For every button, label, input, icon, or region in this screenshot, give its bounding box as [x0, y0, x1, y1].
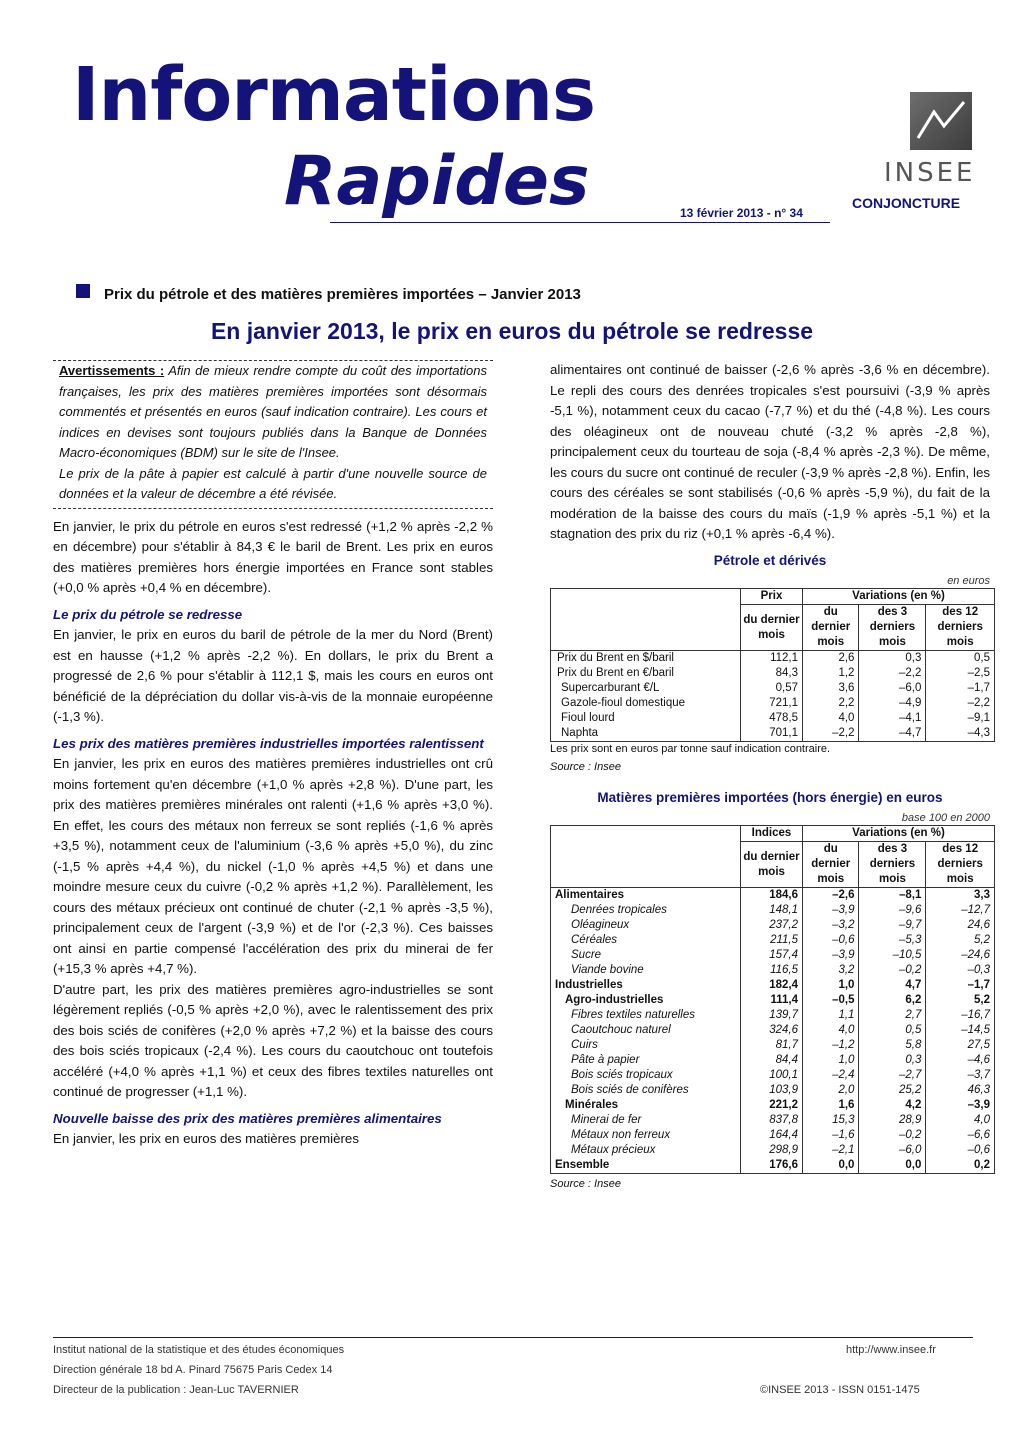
insee-logo-icon: [910, 92, 972, 150]
row-value-2: –2,1: [803, 1143, 859, 1158]
row-value-2: 3,6: [803, 681, 859, 696]
table2-header-c3: des 3 derniers mois: [859, 842, 926, 888]
row-value-3: –2,7: [859, 1068, 926, 1083]
table-row: [551, 1053, 995, 1068]
table-row: [551, 918, 995, 933]
row-value-2: 1,2: [803, 666, 859, 681]
row-value-4: –4,3: [926, 726, 995, 742]
logo-text: INSEE: [884, 158, 976, 188]
row-value-1: 157,4: [741, 948, 803, 963]
table1-header-prix: Prix: [741, 589, 803, 605]
row-label: Alimentaires: [551, 888, 741, 904]
table-row: [551, 711, 995, 726]
table2-header-indices: Indices: [741, 826, 803, 842]
row-value-2: –1,6: [803, 1128, 859, 1143]
table1-title: Pétrole et dérivés: [713, 552, 827, 568]
row-value-2: –1,2: [803, 1038, 859, 1053]
row-value-2: 2,2: [803, 696, 859, 711]
row-value-1: 116,5: [741, 963, 803, 978]
row-value-3: –4,9: [859, 696, 926, 711]
row-label: Fibres textiles naturelles: [551, 1008, 741, 1023]
row-label: Fioul lourd: [551, 711, 741, 726]
row-value-3: 4,2: [859, 1098, 926, 1113]
table2-header-c1: du dernier mois: [741, 842, 803, 888]
table-row: [551, 948, 995, 963]
warning-text-2: Le prix de la pâte à papier est calculé à partir d'une nouvelle source de données et la valeur de décembre a été révisée.: [59, 465, 487, 501]
intro-paragraph: En janvier, le prix du pétrole en euros s'est redressé (+1,2 % après -2,2 % en décembre) pour s'établir à 84,3 € le baril de Brent. Les prix en euros des matières premières hors énergie importées en France sont stables (+0,0 % après +0,4 % en décembre).: [53, 518, 493, 595]
row-value-4: –16,7: [926, 1008, 995, 1023]
row-value-2: 1,0: [803, 1053, 859, 1068]
row-label: Métaux précieux: [551, 1143, 741, 1158]
section-heading-industrielles: Les prix des matières premières industrielles importées ralentissent: [53, 735, 484, 751]
row-value-4: –0,3: [926, 963, 995, 978]
row-value-1: 164,4: [741, 1128, 803, 1143]
row-value-3: –2,2: [859, 666, 926, 681]
footer-institute: Institut national de la statistique et des études économiques: [53, 1344, 345, 1356]
row-value-2: –0,6: [803, 933, 859, 948]
row-value-1: 324,6: [741, 1023, 803, 1038]
row-label: Caoutchouc naturel: [551, 1023, 741, 1038]
row-value-2: –3,9: [803, 903, 859, 918]
row-value-2: 0,0: [803, 1158, 859, 1174]
table1-note: Les prix sont en euros par tonne sauf indication contraire.: [550, 743, 831, 755]
table-row: [551, 1143, 995, 1158]
row-value-1: 221,2: [741, 1098, 803, 1113]
row-value-3: 4,7: [859, 978, 926, 993]
row-value-3: –0,2: [859, 963, 926, 978]
table1-header-c3: des 3 derniers mois: [859, 605, 926, 651]
table-row: [551, 1098, 995, 1113]
row-value-3: –10,5: [859, 948, 926, 963]
table1-header-c1: du dernier mois: [741, 605, 803, 651]
row-label: Métaux non ferreux: [551, 1128, 741, 1143]
row-label: Bois sciés tropicaux: [551, 1068, 741, 1083]
row-value-3: –9,7: [859, 918, 926, 933]
row-value-4: 3,3: [926, 888, 995, 904]
row-value-1: 100,1: [741, 1068, 803, 1083]
row-value-3: 0,5: [859, 1023, 926, 1038]
row-value-3: 28,9: [859, 1113, 926, 1128]
row-value-3: 0,3: [859, 651, 926, 667]
row-value-4: –3,9: [926, 1098, 995, 1113]
row-value-4: –24,6: [926, 948, 995, 963]
row-label: Cuirs: [551, 1038, 741, 1053]
row-label: Oléagineux: [551, 918, 741, 933]
row-value-2: –3,2: [803, 918, 859, 933]
row-value-4: 0,2: [926, 1158, 995, 1174]
header-rule: [330, 222, 830, 223]
row-value-1: 298,9: [741, 1143, 803, 1158]
row-value-4: 0,5: [926, 651, 995, 667]
row-value-2: –3,9: [803, 948, 859, 963]
table2-header-c4: des 12 derniers mois: [926, 842, 995, 888]
row-value-1: 478,5: [741, 711, 803, 726]
table1-header-variations: Variations (en %): [803, 589, 995, 605]
warning-box: [53, 360, 493, 509]
left-column: [53, 360, 493, 1156]
table-row: [551, 933, 995, 948]
row-value-4: –4,6: [926, 1053, 995, 1068]
row-value-1: 81,7: [741, 1038, 803, 1053]
petrole-paragraph: En janvier, le prix en euros du baril de pétrole de la mer du Nord (Brent) est en hausse (+1,2 % après -2,2 %). En dollars, le prix du Brent a progressé de 2,6 % pour s'établir à 112,1 $, mais les cours en euros ont bénéficié de la dépréciation du dollar vis-à-vis de la monnaie européenne (-1,3 %).: [53, 627, 493, 724]
row-value-2: 1,0: [803, 978, 859, 993]
row-value-1: 176,6: [741, 1158, 803, 1174]
row-value-2: 2,0: [803, 1083, 859, 1098]
table-row: [551, 993, 995, 1008]
table-matieres-premieres: [550, 825, 995, 1174]
row-value-2: 4,0: [803, 1023, 859, 1038]
table1-header-c4: des 12 derniers mois: [926, 605, 995, 651]
masthead-subtitle: Rapides: [284, 142, 590, 221]
row-label: Prix du Brent en $/baril: [551, 651, 741, 667]
row-value-2: 15,3: [803, 1113, 859, 1128]
table1-source: Source : Insee: [550, 761, 621, 773]
table-row: [551, 963, 995, 978]
row-value-3: 0,3: [859, 1053, 926, 1068]
logo-subtext: CONJONCTURE: [852, 195, 961, 211]
table-row: [551, 1158, 995, 1174]
row-value-4: –1,7: [926, 978, 995, 993]
table1-unit: en euros: [947, 575, 990, 587]
row-label: Supercarburant €/L: [551, 681, 741, 696]
right-column: [550, 360, 990, 1195]
row-value-3: 0,0: [859, 1158, 926, 1174]
row-value-3: –9,6: [859, 903, 926, 918]
row-value-4: –12,7: [926, 903, 995, 918]
row-value-3: –5,3: [859, 933, 926, 948]
table-row: [551, 1068, 995, 1083]
alimentaires-paragraph-end: alimentaires ont continué de baisser (-2,6 % après -3,6 % en décembre). Le repli des cours des denrées tropicales s'est poursuivi (-3,9 % après -5,1 %), notamment ceux du cacao (-7,7 %) et du thé (-4,8 %). Les cours des oléagineux ont de nouveau chuté (-3,2 % après -2,8 %), principalement ceux du tourteau de soja (-8,4 % après -2,3 %). De même, les cours du sucre ont continué de reculer (-3,9 % après -2,8 %). Enfin, les cours des céréales se sont stabilisés (-0,6 % après -5,9 %), du fait de la modération de la baisse des cours du maïs (-1,9 % après -5,1 %) et la stagnation des prix du riz (+0,1 % après -6,4 %).: [550, 362, 990, 541]
table2-source: Source : Insee: [550, 1178, 621, 1190]
table2-unit: base 100 en 2000: [901, 812, 990, 824]
footer-address: Direction générale 18 bd A. Pinard 75675 Paris Cedex 14: [53, 1364, 333, 1376]
warning-text-1: Afin de mieux rendre compte du coût des importations françaises, les prix des matières premières importées sont désormais commentés et présentés en euros (sauf indication contraire). Les cours et indices en devises sont toujours publiés dans la Banque de Données Macro-économiques (BDM) sur le site de l'Insee.: [59, 363, 487, 460]
row-label: Ensemble: [551, 1158, 741, 1174]
footer-rule: [53, 1337, 973, 1338]
row-value-1: 111,4: [741, 993, 803, 1008]
row-value-1: 837,8: [741, 1113, 803, 1128]
row-label: Sucre: [551, 948, 741, 963]
row-value-1: 103,9: [741, 1083, 803, 1098]
topic-line: Prix du pétrole et des matières premières importées – Janvier 2013: [104, 286, 581, 303]
section-heading-alimentaires: Nouvelle baisse des prix des matières premières alimentaires: [53, 1110, 442, 1126]
row-value-2: –0,5: [803, 993, 859, 1008]
row-value-1: 148,1: [741, 903, 803, 918]
row-value-1: 112,1: [741, 651, 803, 667]
table-row: [551, 1083, 995, 1098]
row-label: Viande bovine: [551, 963, 741, 978]
row-value-2: –2,6: [803, 888, 859, 904]
row-label: Pâte à papier: [551, 1053, 741, 1068]
footer-director: Directeur de la publication : Jean-Luc TAVERNIER: [53, 1384, 299, 1396]
row-label: Naphta: [551, 726, 741, 742]
table2-title: Matières premières importées (hors énergie) en euros: [597, 789, 943, 805]
table1-body: [551, 651, 995, 742]
row-value-1: 0,57: [741, 681, 803, 696]
row-label: Gazole-fioul domestique: [551, 696, 741, 711]
footer-url-link[interactable]: http://www.insee.fr: [846, 1344, 936, 1356]
table-petrole: [550, 588, 995, 742]
table-row: [551, 666, 995, 681]
table-row: [551, 696, 995, 711]
row-value-2: 2,6: [803, 651, 859, 667]
alimentaires-paragraph-start: En janvier, les prix en euros des matières premières: [53, 1131, 359, 1146]
row-value-2: 3,2: [803, 963, 859, 978]
row-value-4: –14,5: [926, 1023, 995, 1038]
row-value-1: 184,6: [741, 888, 803, 904]
row-value-1: 701,1: [741, 726, 803, 742]
row-value-2: –2,4: [803, 1068, 859, 1083]
table-row: [551, 1113, 995, 1128]
table-row: [551, 1008, 995, 1023]
row-value-2: 1,1: [803, 1008, 859, 1023]
table-row: [551, 1023, 995, 1038]
publication-date: 13 février 2013 - n° 34: [680, 206, 803, 220]
row-value-1: 84,4: [741, 1053, 803, 1068]
headline: En janvier 2013, le prix en euros du pétrole se redresse: [210, 318, 814, 344]
table2-header-c2: du dernier mois: [803, 842, 859, 888]
row-label: Bois sciés de conifères: [551, 1083, 741, 1098]
row-value-3: 25,2: [859, 1083, 926, 1098]
row-value-4: 4,0: [926, 1113, 995, 1128]
table-row: [551, 888, 995, 904]
row-value-3: 6,2: [859, 993, 926, 1008]
row-value-4: –9,1: [926, 711, 995, 726]
row-label: Minerai de fer: [551, 1113, 741, 1128]
industrielles-paragraph: En janvier, les prix en euros des matières premières industrielles ont crû moins fortement qu'en décembre (+1,0 % après +2,8 %). D'une part, les prix des matières premières minérales ont ralenti (+1,6 % après +3,0 %). En effet, les cours des métaux non ferreux se sont repliés (-1,6 % après +3,5 %), notamment ceux de l'aluminium (-3,6 % après +5,0 %), du zinc (-1,5 % après +4,4 %), du nickel (-1,0 % après +4,5 %) et dans une moindre mesure ceux du cuivre (-0,2 % après +1,2 %). Parallèlement, les cours des métaux précieux ont continué de chuter (-2,1 % après -3,5 %), principalement ceux de l'argent (-3,9 %) et de l'or (-2,3 %). Ces baisses ont ainsi en partie compensé l'accélération des prix du minerai de fer (+15,3 % après +4,7 %).: [53, 756, 493, 976]
row-value-3: –6,0: [859, 1143, 926, 1158]
row-value-4: –6,6: [926, 1128, 995, 1143]
section-heading-petrole: Le prix du pétrole se redresse: [53, 606, 243, 622]
table-row: [551, 1038, 995, 1053]
row-value-3: 5,8: [859, 1038, 926, 1053]
row-value-1: 211,5: [741, 933, 803, 948]
row-value-4: 5,2: [926, 993, 995, 1008]
row-value-3: –4,1: [859, 711, 926, 726]
row-value-3: –0,2: [859, 1128, 926, 1143]
footer-copyright: ©INSEE 2013 - ISSN 0151-1475: [760, 1384, 920, 1396]
row-value-3: 2,7: [859, 1008, 926, 1023]
row-value-4: 46,3: [926, 1083, 995, 1098]
row-value-2: 4,0: [803, 711, 859, 726]
row-value-3: –6,0: [859, 681, 926, 696]
row-value-4: 5,2: [926, 933, 995, 948]
row-value-2: 1,6: [803, 1098, 859, 1113]
row-value-4: –2,2: [926, 696, 995, 711]
table1-header-c2: du dernier mois: [803, 605, 859, 651]
row-label: Agro-industrielles: [551, 993, 741, 1008]
table-row: [551, 681, 995, 696]
table2-body: [551, 888, 995, 1174]
logo-graph-icon: [910, 92, 972, 150]
row-value-3: –8,1: [859, 888, 926, 904]
row-value-1: 139,7: [741, 1008, 803, 1023]
table-row: [551, 1128, 995, 1143]
row-label: Céréales: [551, 933, 741, 948]
row-value-4: 27,5: [926, 1038, 995, 1053]
row-value-1: 237,2: [741, 918, 803, 933]
row-value-2: –2,2: [803, 726, 859, 742]
row-value-1: 721,1: [741, 696, 803, 711]
masthead-title: Informations: [72, 52, 596, 138]
row-value-1: 84,3: [741, 666, 803, 681]
agro-paragraph: D'autre part, les prix des matières premières agro-industrielles se sont légèrement repliés (-0,5 % après +2,0 %), avec le ralentissement des prix des bois sciés de conifères (+2,0 % après +7,2 %) et la baisse des cours des bois sciés tropicaux (-2,4 %). Les cours du caoutchouc ont toutefois accéléré (+4,0 % après +1,1 %) et ceux des fibres textiles naturelles ont continué de progresser (+1,1 %).: [53, 981, 493, 1099]
table2-header-variations: Variations (en %): [803, 826, 995, 842]
row-value-3: –4,7: [859, 726, 926, 742]
row-label: Denrées tropicales: [551, 903, 741, 918]
row-value-1: 182,4: [741, 978, 803, 993]
row-label: Prix du Brent en €/baril: [551, 666, 741, 681]
row-value-4: –1,7: [926, 681, 995, 696]
row-label: Industrielles: [551, 978, 741, 993]
row-value-4: 24,6: [926, 918, 995, 933]
row-label: Minérales: [551, 1098, 741, 1113]
bullet-square-icon: [76, 284, 90, 298]
table-row: [551, 726, 995, 742]
row-value-4: –2,5: [926, 666, 995, 681]
row-value-4: –3,7: [926, 1068, 995, 1083]
table-row: [551, 978, 995, 993]
warning-label: Avertissements :: [59, 363, 165, 378]
row-value-4: –0,6: [926, 1143, 995, 1158]
table-row: [551, 903, 995, 918]
table-row: [551, 651, 995, 667]
